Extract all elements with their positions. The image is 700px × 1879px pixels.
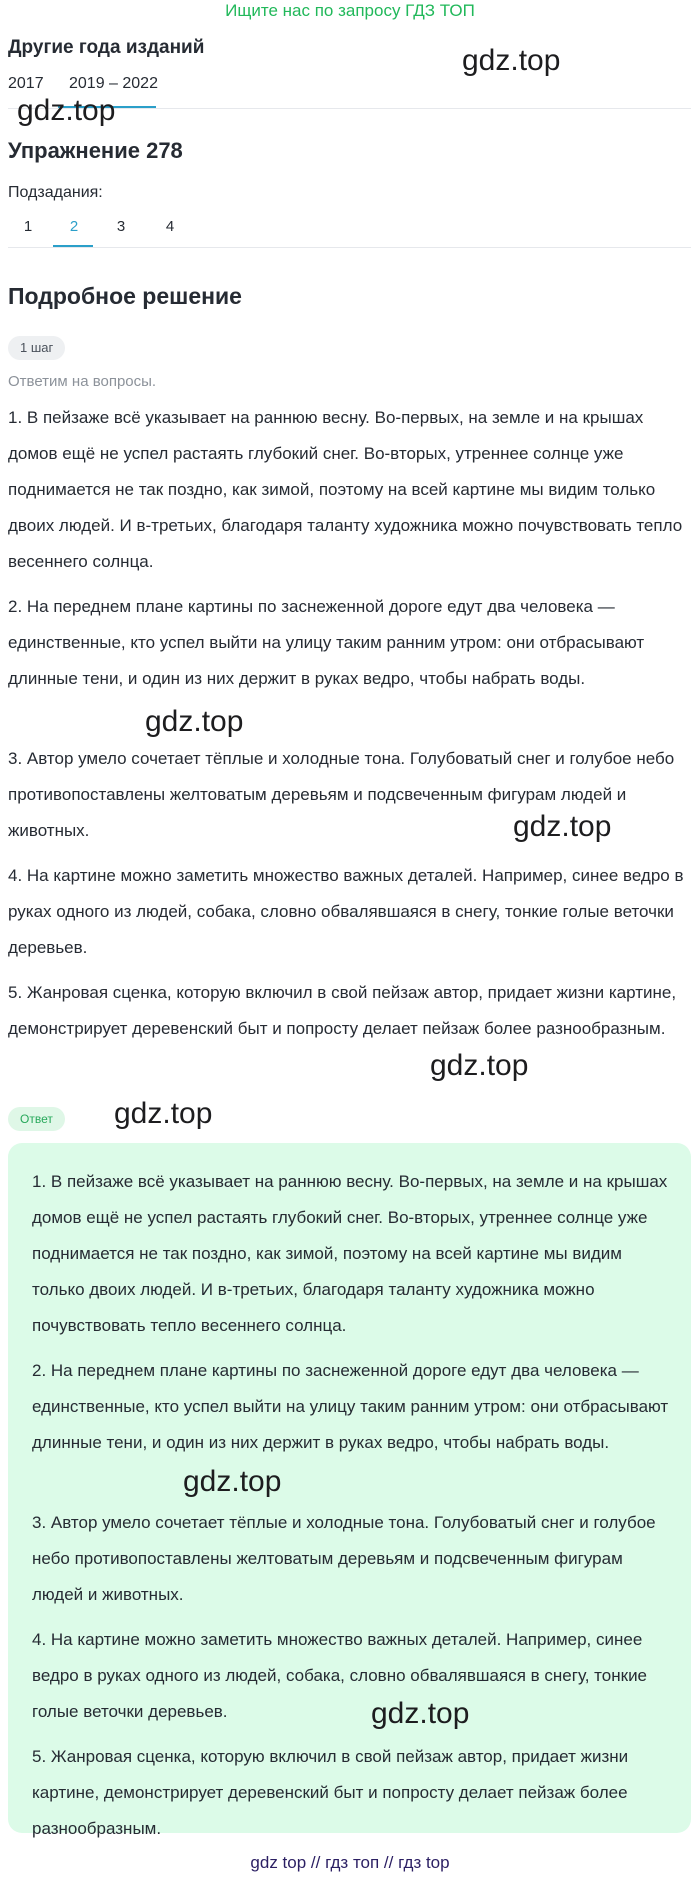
watermark: gdz.top (183, 1465, 282, 1498)
step-badge: 1 шаг (8, 336, 65, 360)
answer-paragraph-5: 5. Жанровая сценка, которую включил в свой пейзаж автор, придает жизни картине, демонстрирует деревенский быт и попросту делает пейзаж более разнообразным. (32, 1747, 629, 1838)
search-banner: Ищите нас по запросу ГДЗ ТОП (225, 1, 475, 20)
exercise-title: Упражнение 278 (8, 138, 183, 163)
answer-badge: Ответ (8, 1107, 65, 1131)
answer-paragraph-4: 4. На картине можно заметить множество важных деталей. Например, синее ведро в руках одного из людей, собака, словно обвалявшаяся в снегу, тонкие голые веточки деревьев. (32, 1630, 648, 1721)
solution-intro: Ответим на вопросы. (8, 373, 157, 390)
solution-paragraph-1: 1. В пейзаже всё указывает на раннюю весну. Во-первых, на земле и на крышах домов ещё не успел растаять глубокий снег. Во-вторых, утреннее солнце уже поднимается не так поздно, как зимой, поэтому на всей картине мы видим только двоих людей. И в-третьих, благодаря таланту художника можно почувствовать тепло весеннего солнца. (8, 408, 683, 571)
solution-paragraph-2: 2. На переднем плане картины по заснеженной дороге едут два человека — единственные, кто успел выйти на улицу таким ранним утром: они отбрасывают длинные тени, и один из них держит в руках ведро, чтобы набрать воды. (8, 597, 645, 688)
watermark: gdz.top (462, 44, 561, 77)
subtask-tab-4[interactable]: 4 (165, 218, 175, 235)
subtask-tab-2[interactable]: 2 (69, 218, 79, 235)
divider (8, 247, 691, 248)
subtask-tab-1[interactable]: 1 (23, 218, 33, 235)
footer-links[interactable]: gdz top // гдз топ // гдз top (250, 1853, 450, 1872)
watermark: gdz.top (114, 1097, 213, 1130)
answer-paragraph-3: 3. Автор умело сочетает тёплые и холодные тона. Голубоватый снег и голубое небо противопоставлены желтоватым деревьям и подсвеченным фигурам людей и животных. (32, 1513, 656, 1604)
watermark: gdz.top (17, 94, 116, 127)
solution-paragraph-5: 5. Жанровая сценка, которую включил в свой пейзаж автор, придает жизни картине, демонстрирует деревенский быт и попросту делает пейзаж более разнообразным. (8, 983, 677, 1038)
answer-paragraph-2: 2. На переднем плане картины по заснеженной дороге едут два человека — единственные, кто успел выйти на улицу таким ранним утром: они отбрасывают длинные тени, и один из них держит в руках ведро, чтобы набрать воды. (32, 1361, 669, 1452)
watermark: gdz.top (513, 810, 612, 843)
other-years-title: Другие года изданий (8, 37, 205, 58)
watermark: gdz.top (430, 1049, 529, 1082)
watermark: gdz.top (371, 1697, 470, 1730)
subtasks-label: Подзадания: (8, 184, 103, 201)
solution-paragraph-3: 3. Автор умело сочетает тёплые и холодные тона. Голубоватый снег и голубое небо противопоставлены желтоватым деревьям и подсвеченным фигурам людей и животных. (8, 749, 675, 840)
watermark: gdz.top (145, 705, 244, 738)
solution-title: Подробное решение (8, 283, 242, 309)
subtask-tab-3[interactable]: 3 (116, 218, 126, 235)
year-link-2019-2022[interactable]: 2019 – 2022 (69, 75, 158, 92)
solution-paragraph-4: 4. На картине можно заметить множество важных деталей. Например, синее ведро в руках одного из людей, собака, словно обвалявшаяся в снегу, тонкие голые веточки деревьев. (8, 866, 684, 957)
year-link-2017[interactable]: 2017 (8, 75, 44, 92)
answer-paragraph-1: 1. В пейзаже всё указывает на раннюю весну. Во-первых, на земле и на крышах домов ещё не успел растаять глубокий снег. Во-вторых, утреннее солнце уже поднимается не так поздно, как зимой, поэтому на всей картине мы видим только двоих людей. И в-третьих, благодаря таланту художника можно почувствовать тепло весеннего солнца. (32, 1172, 668, 1335)
